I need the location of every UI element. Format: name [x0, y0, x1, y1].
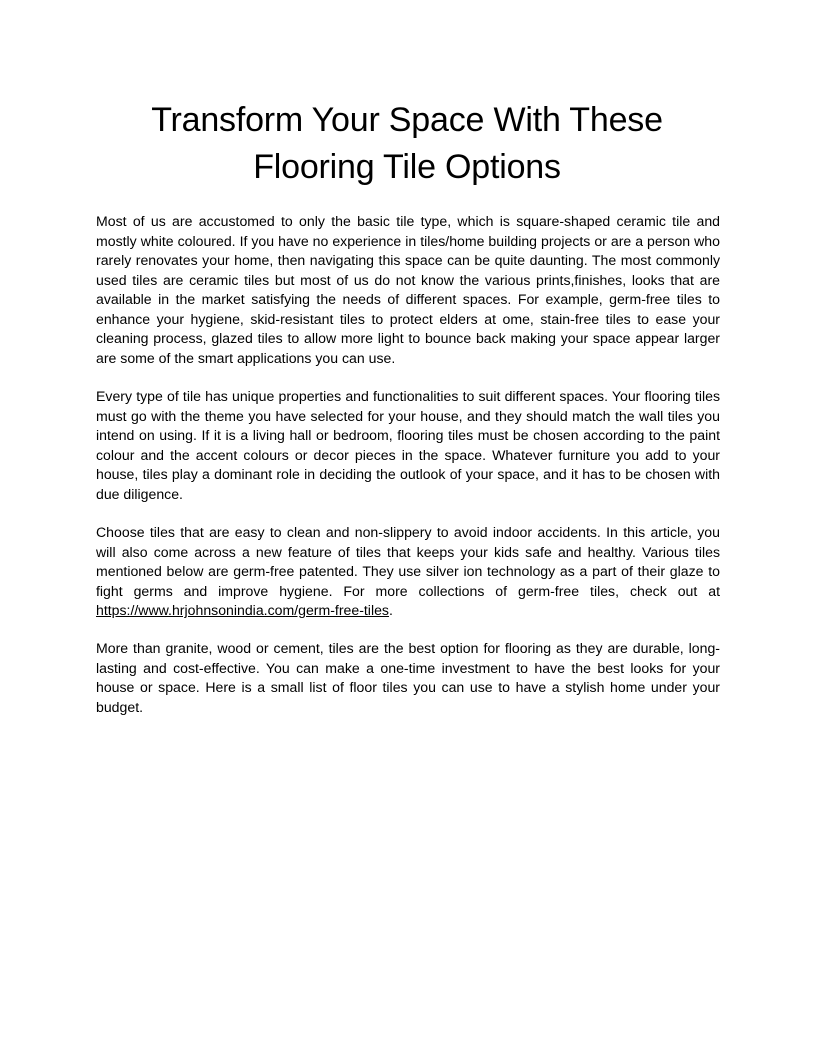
paragraph-germ-free-end: .: [388, 602, 393, 618]
title-line-1: Transform Your Space With These: [151, 101, 663, 139]
document-title: [96, 97, 718, 191]
paragraph-germ-free-text: Choose tiles that are easy to clean and non-slippery to avoid indoor accidents. In this article, you will also come across a new feature of tiles that keeps your kids safe and healthy. Various tiles mentioned below are germ-free patented. They use silver ion technology as a part of their glaze to fight germs and improve hygiene. For more collections of germ-free tiles, check out at: [96, 524, 720, 599]
germ-free-tiles-link[interactable]: https://www.hrjohnsonindia.com/germ-free-tiles: [96, 602, 389, 618]
title-line-2: Flooring Tile Options: [253, 148, 561, 186]
paragraph-flooring-options: More than granite, wood or cement, tiles are the best option for flooring as they are durable, long-lasting and cost-effective. You can make a one-time investment to have the best looks for your house or space. Here is a small list of floor tiles you can use to have a stylish home under your budget.: [96, 640, 720, 715]
paragraph-intro: Most of us are accustomed to only the basic tile type, which is square-shaped ceramic tile and mostly white coloured. If you have no experience in tiles/home building projects or are a person who rarely renovates your home, then navigating this space can be quite daunting. The most commonly used tiles are ceramic tiles but most of us do not know the various prints,finishes, looks that are available in the market satisfying the needs of different spaces. For example, germ-free tiles to enhance your hygiene, skid-resistant tiles to protect elders at ome, stain-free tiles to ease your cleaning process, glazed tiles to allow more light to bounce back making your space appear larger are some of the smart applications you can use.: [96, 213, 720, 366]
paragraph-germ-free: [96, 523, 720, 621]
paragraph-tile-properties: Every type of tile has unique properties and functionalities to suit different spaces. Your flooring tiles must go with the theme you have selected for your house, and they should match the wall tiles you intend on using. If it is a living hall or bedroom, flooring tiles must be chosen according to the paint colour and the accent colours or decor pieces in the space. Whatever furniture you add to your house, tiles play a dominant role in deciding the outlook of your space, and it has to be chosen with due diligence.: [96, 388, 720, 502]
